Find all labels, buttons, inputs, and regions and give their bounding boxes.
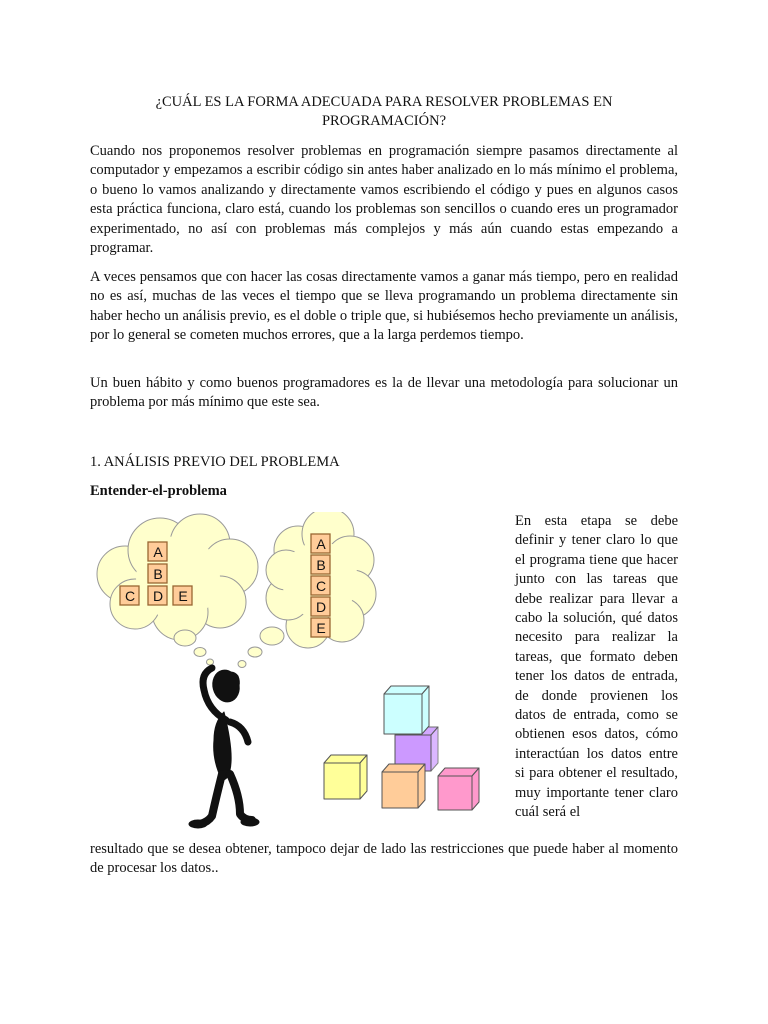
left-block-letter-d: D [152,588,164,604]
right-block-letter-c: C [315,578,327,594]
right-thought-cloud [238,512,376,668]
subheading: Entender-el-problema [90,483,227,499]
time-paragraph: A veces pensamos que con hacer las cosas directamente vamos a ganar más tiempo, pero en realidad no es así, muchas de las veces el tiempo que se lleva programando un problema directamente sin haber hecho un análisis previo, es el doble o triple que, si hubiésemos hecho previamente un análisis, por lo general se cometen muchos errores, que a la larga perdemos tiempo. [90,269,678,344]
cube-center [382,764,425,808]
left-block-letter-a: A [153,544,163,560]
document-title-line-2: PROGRAMACIÓN? [321,113,447,129]
document-title-line-1: ¿CUÁL ES LA FORMA ADECUADA PARA RESOLVER PROBLEMAS EN [155,94,613,110]
left-block-letter-e: E [178,588,188,604]
intro-paragraph: Cuando nos proponemos resolver problemas en programación siempre pasamos directamente al computador y empezamos a escribir código sin antes haber analizado en lo más mínimo el problema, o bueno lo vamos analizando y directamente vamos escribiendo el código y pues en algunos casos esta práctica funciona, claro está, cuando los problemas son sencillos o cuando eres un programador experimentado, no así con problemas más complejos y más aún cuando estas empezando a programar. [90,143,678,257]
right-letter-stack [311,534,330,637]
section-heading: 1. ANÁLISIS PREVIO DEL PROBLEMA [90,454,340,470]
cube-top [384,686,429,734]
right-block-letter-d: D [315,599,327,615]
right-block-letter-a: A [316,536,326,552]
document-title [90,93,678,131]
side-paragraph: En esta etapa se debe definir y tener claro lo que el programa tiene que hacer junto con las tareas que debe realizar para llevar a cabo la solución, qué datos necesito para realizar la tareas, que formato deben tener los datos de entrada, de donde provienen los datos de entrada, como se obtienen esos datos, cómo interactúan los datos entre si para obtener el resultado, muy importante tener claro cuál será el [515,513,678,821]
stick-figure [189,667,259,828]
cube-left [324,755,367,799]
closing-paragraph: resultado que se desea obtener, tampoco dejar de lado las restricciones que puede haber al momento de procesar los datos.. [90,841,678,877]
right-block-letter-e: E [316,620,326,636]
left-block-letter-b: B [153,566,163,582]
thinking-figure-illustration [80,512,500,832]
methodology-paragraph: Un buen hábito y como buenos programadores es la de llevar una metodología para solucionar un problema por más mínimo que este sea. [90,375,678,411]
cube-right [438,768,479,810]
left-block-letter-c: C [124,588,136,604]
stacked-cubes [324,686,479,810]
right-block-letter-b: B [316,557,326,573]
